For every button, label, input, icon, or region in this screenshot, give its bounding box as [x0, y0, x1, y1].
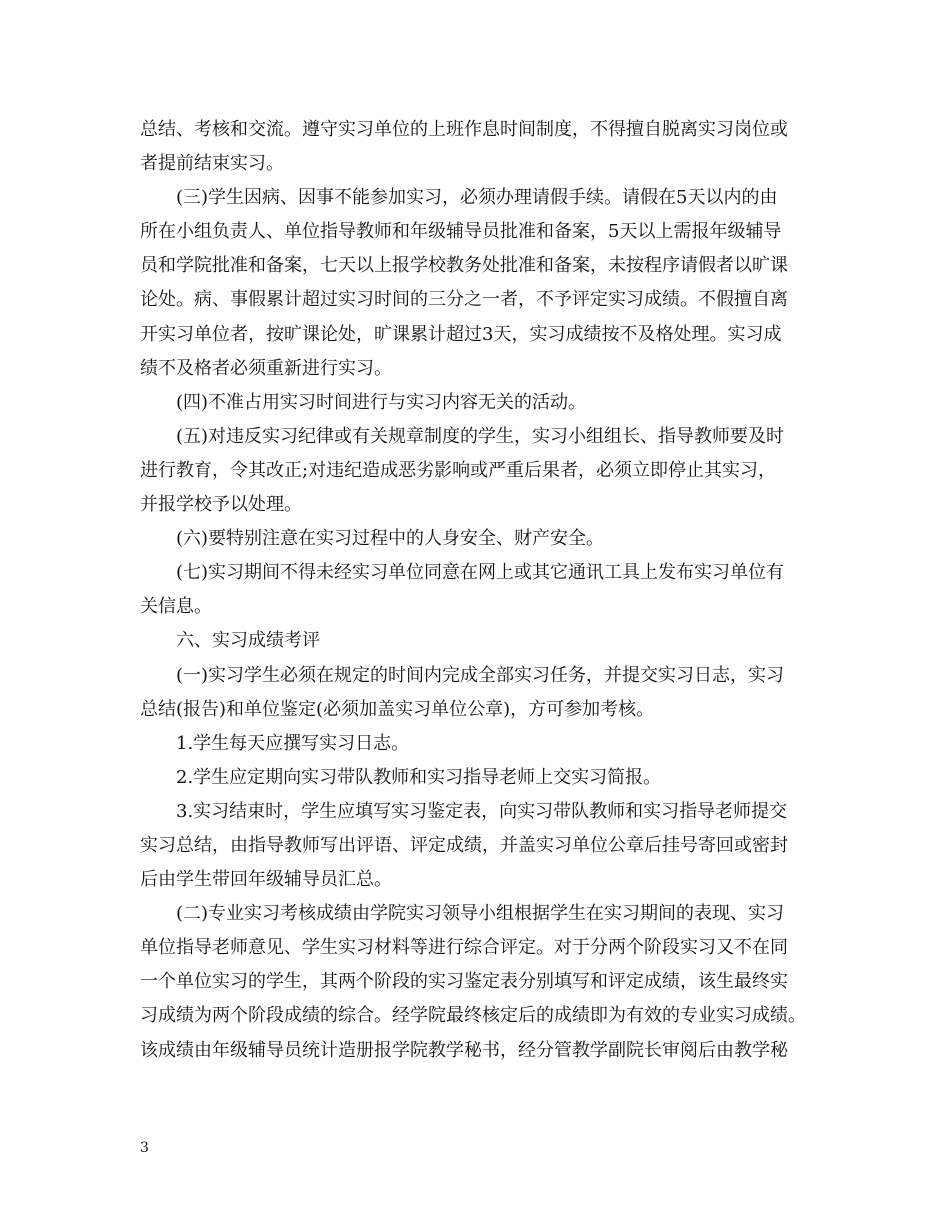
text-line: (一)实习学生必须在规定的时间内完成全部实习任务，并提交实习日志，实习 [176, 664, 785, 686]
text-line: 者提前结束实习。 [140, 153, 284, 175]
text-line: 所在小组负责人、单位指导教师和年级辅导员批准和备案，5天以上需报年级辅导 [140, 221, 782, 243]
text-line: 总结(报告)和单位鉴定(必须加盖实习单位公章)，方可参加考核。 [140, 698, 655, 720]
text-line: (五)对违反实习纪律或有关规章制度的学生，实习小组组长、指导教师要及时 [176, 425, 785, 447]
text-line: 绩不及格者必须重新进行实习。 [140, 357, 392, 379]
text-line: 实习总结，由指导教师写出评语、评定成绩，并盖实习单位公章后挂号寄回或密封 [140, 834, 788, 856]
text-line: (四)不准占用实习时间进行与实习内容无关的活动。 [176, 391, 587, 413]
text-line: (七)实习期间不得未经实习单位同意在网上或其它通讯工具上发布实习单位有 [176, 562, 785, 584]
section-heading: 六、实习成绩考评 [176, 630, 320, 652]
text-line: 开实习单位者，按旷课论处，旷课累计超过3天，实习成绩按不及格处理。实习成 [140, 323, 782, 345]
text-line: 员和学院批准和备案，七天以上报学校教务处批准和备案，未按程序请假者以旷课 [140, 255, 788, 277]
text-line: 进行教育，令其改正;对违纪造成恶劣影响或严重后果者，必须立即停止其实习， [140, 459, 777, 481]
text-line: (六)要特别注意在实习过程中的人身安全、财产安全。 [176, 528, 605, 550]
text-line: 该成绩由年级辅导员统计造册报学院教学秘书，经分管教学副院长审阅后由教学秘 [140, 1039, 788, 1061]
text-line: (三)学生因病、因事不能参加实习，必须办理请假手续。请假在5天以内的由 [176, 187, 778, 209]
document-body [140, 113, 820, 1068]
text-line: 关信息。 [140, 596, 212, 618]
page-number: 3 [140, 1140, 149, 1156]
text-line: 并报学校予以处理。 [140, 494, 302, 516]
text-line: 习成绩为两个阶段成绩的综合。经学院最终核定后的成绩即为有效的专业实习成绩。 [140, 1005, 806, 1027]
text-line: 总结、考核和交流。遵守实习单位的上班作息时间制度，不得擅自脱离实习岗位或 [140, 119, 788, 140]
text-line: 单位指导老师意见、学生实习材料等进行综合评定。对于分两个阶段实习又不在同 [140, 937, 788, 959]
text-line: 一个单位实习的学生，其两个阶段的实习鉴定表分别填写和评定成绩，该生最终实 [140, 971, 788, 993]
text-line: 1.学生每天应撰写实习日志。 [176, 732, 410, 754]
text-line: 2.学生应定期向实习带队教师和实习指导老师上交实习简报。 [176, 766, 662, 788]
text-line: 后由学生带回年级辅导员汇总。 [140, 869, 392, 891]
text-line: 论处。病、事假累计超过实习时间的三分之一者，不予评定实习成绩。不假擅自离 [140, 289, 788, 311]
text-line: 3.实习结束时，学生应填写实习鉴定表，向实习带队教师和实习指导老师提交 [176, 800, 788, 822]
text-line: (二)专业实习考核成绩由学院实习领导小组根据学生在实习期间的表现、实习 [176, 903, 785, 925]
